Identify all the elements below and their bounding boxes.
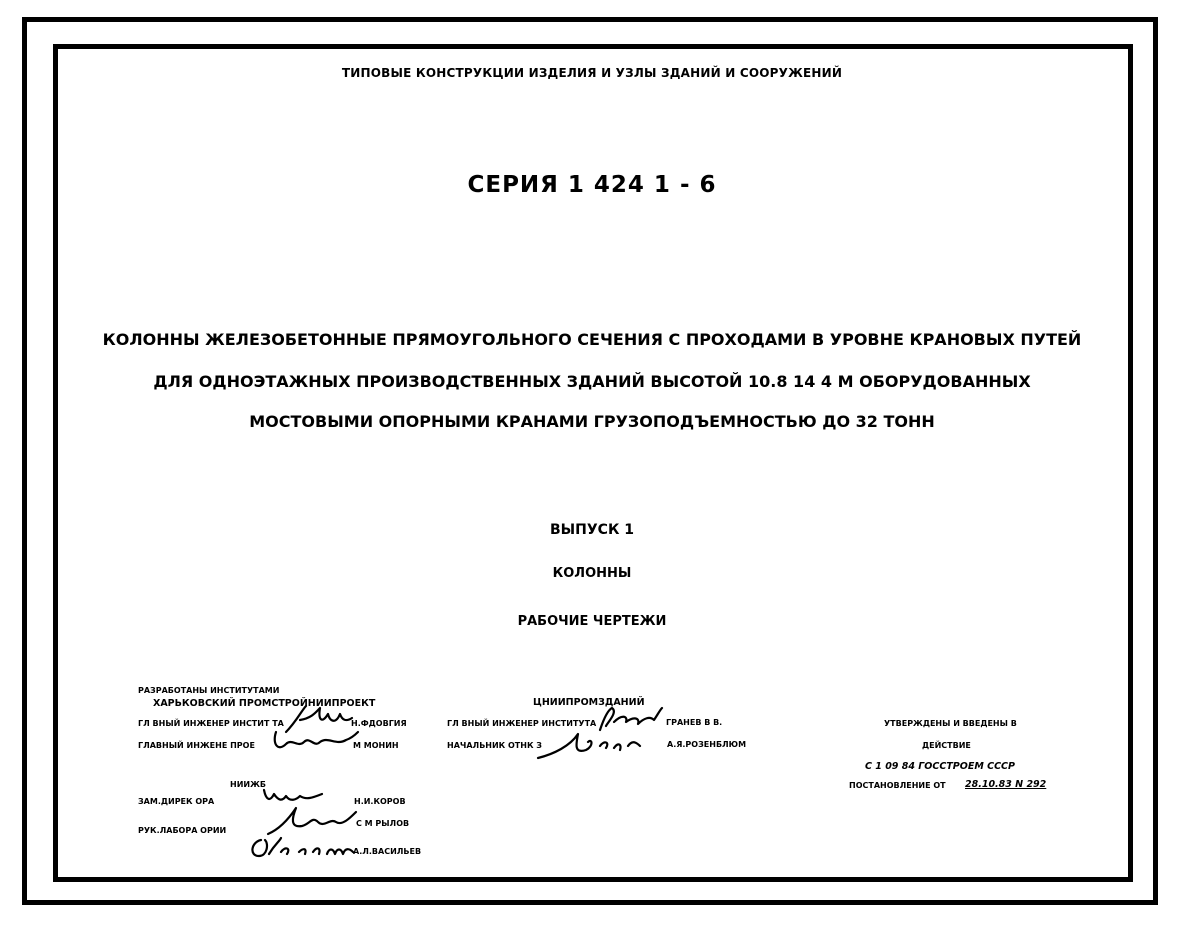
title-line-3: МОСТОВЫМИ ОПОРНЫМИ КРАНАМИ ГРУЗОПОДЪЕМНОСТЬЮ ДО 32 ТОНН [249, 412, 935, 431]
approval-line-2: ДЕЙСТВИЕ [922, 741, 971, 750]
tsnii-name-1: ГРАНЕВ В В. [666, 718, 723, 727]
kharkov-role-1: ГЛ ВНЫЙ ИНЖЕНЕР ИНСТИТ ТА [138, 719, 284, 728]
signature-vasiliev [247, 834, 357, 862]
kharkov-role-2: ГЛАВНЫЙ ИНЖЕНЕ ПРОЕ [138, 741, 255, 750]
kind-label: РАБОЧИЕ ЧЕРТЕЖИ [517, 614, 667, 629]
tsnii-name-2: А.Я.РОЗЕНБЛЮМ [667, 740, 747, 749]
tsnii-role-1: ГЛ ВНЫЙ ИНЖЕНЕР ИНСТИТУТА [447, 719, 597, 728]
header-text: ТИПОВЫЕ КОНСТРУКЦИИ ИЗДЕЛИЯ И УЗЛЫ ЗДАНИЙ И СООРУЖЕНИЙ [341, 66, 843, 80]
part-label: КОЛОННЫ [552, 566, 632, 581]
niizhb-institute: НИИЖБ [230, 780, 266, 789]
approval-line-4-prefix: ПОСТАНОВЛЕНИЕ ОТ [849, 781, 946, 790]
signature-monin [270, 726, 360, 756]
title-line-1: КОЛОННЫ ЖЕЛЕЗОБЕТОННЫЕ ПРЯМОУГОЛЬНОГО СЕЧЕНИЯ С ПРОХОДАМИ В УРОВНЕ КРАНОВЫХ ПУТЕЙ [102, 330, 1082, 349]
niizhb-name-3: А.Л.ВАСИЛЬЕВ [353, 847, 422, 856]
kharkov-name-2: М МОНИН [353, 741, 399, 750]
niizhb-role-1: ЗАМ.ДИРЕК ОРА [138, 797, 215, 806]
approval-line-4-date: 28.10.83 N 292 [965, 779, 1047, 790]
approval-line-3: С 1 09 84 ГОССТРОЕМ СССР [865, 761, 1015, 772]
tsnii-institute: ЦНИИПРОМЗДАНИЙ [533, 697, 645, 708]
kharkov-name-1: Н.ФДОВГИЯ [351, 719, 407, 728]
approval-line-1: УТВЕРЖДЕНЫ И ВВЕДЕНЫ В [884, 719, 1017, 728]
title-line-2: ДЛЯ ОДНОЭТАЖНЫХ ПРОИЗВОДСТВЕННЫХ ЗДАНИЙ ВЫСОТОЙ 10.8 14 4 М ОБОРУДОВАННЫХ [153, 372, 1031, 391]
kharkov-institute: ХАРЬКОВСКИЙ ПРОМСТРОЙНИИПРОЕКТ [153, 698, 376, 709]
niizhb-name-2: С М РЫЛОВ [356, 819, 410, 828]
tsnii-role-2: НАЧАЛЬНИК ОТНК З [447, 741, 542, 750]
developers-intro: РАЗРАБОТАНЫ ИНСТИТУТАМИ [138, 686, 280, 695]
niizhb-name-1: Н.И.КОРОВ [354, 797, 406, 806]
issue-label: ВЫПУСК 1 [549, 522, 635, 538]
series-title: СЕРИЯ 1 424 1 - 6 [467, 172, 717, 198]
signature-rozenblyum [534, 728, 644, 762]
niizhb-role-2: РУК.ЛАБОРА ОРИИ [138, 826, 227, 835]
